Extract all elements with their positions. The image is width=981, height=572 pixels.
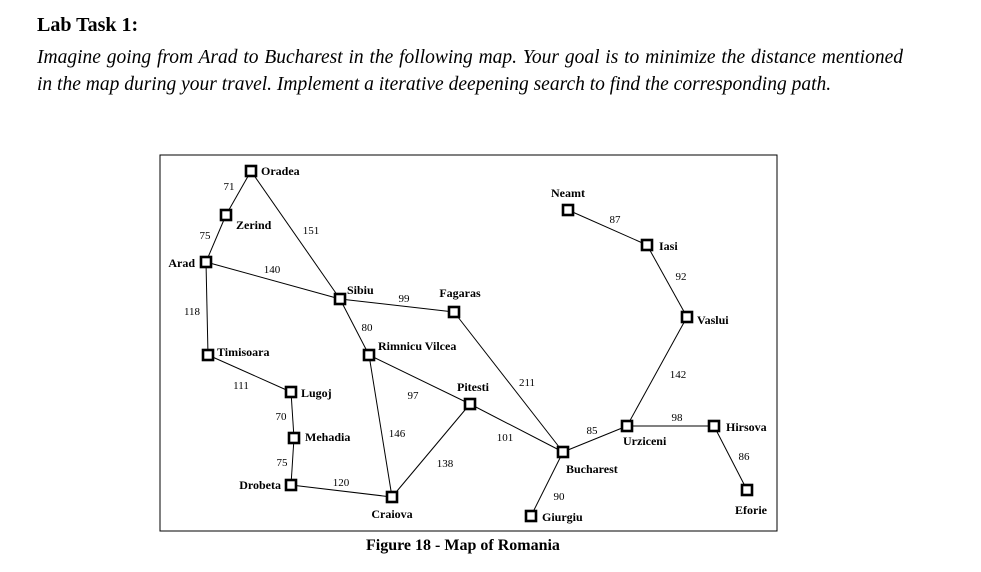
city-label-oradea: Oradea — [261, 164, 300, 178]
road-iasi-neamt — [568, 210, 647, 245]
city-label-giurgiu: Giurgiu — [542, 510, 583, 524]
city-label-hirsova: Hirsova — [726, 420, 767, 434]
road-sibiu-fagaras — [340, 299, 454, 312]
city-label-iasi: Iasi — [659, 239, 678, 253]
road-distance-oradea-sibiu: 151 — [302, 225, 320, 237]
city-node-iasi — [642, 240, 652, 250]
city-label-lugoj: Lugoj — [301, 386, 332, 400]
city-label-sibiu: Sibiu — [347, 283, 374, 297]
road-distance-vaslui-iasi: 92 — [675, 271, 687, 283]
road-arad-timisoara — [206, 262, 208, 355]
city-node-hirsova — [709, 421, 719, 431]
city-label-pitesti: Pitesti — [457, 380, 489, 394]
city-label-craiova: Craiova — [371, 507, 413, 521]
city-node-sibiu — [335, 294, 345, 304]
road-lugoj-mehadia — [291, 392, 294, 438]
city-label-arad: Arad — [168, 256, 195, 270]
road-timisoara-lugoj — [208, 355, 291, 392]
road-pitesti-bucharest — [470, 404, 563, 452]
road-distance-oradea-zerind: 71 — [223, 181, 235, 193]
city-node-rimnicu — [364, 350, 374, 360]
road-craiova-pitesti — [392, 404, 470, 497]
city-label-timisoara: Timisoara — [217, 345, 270, 359]
city-node-timisoara — [203, 350, 213, 360]
road-rimnicu-craiova — [369, 355, 392, 497]
road-distance-lugoj-mehadia: 70 — [275, 411, 287, 423]
road-distance-iasi-neamt: 87 — [609, 214, 621, 226]
road-distance-fagaras-bucharest: 211 — [518, 377, 536, 389]
road-distance-drobeta-craiova: 120 — [332, 477, 350, 489]
city-node-urziceni — [622, 421, 632, 431]
road-distance-rimnicu-pitesti: 97 — [407, 390, 419, 402]
city-node-fagaras — [449, 307, 459, 317]
city-label-drobeta: Drobeta — [239, 478, 281, 492]
city-node-neamt — [563, 205, 573, 215]
city-label-urziceni: Urziceni — [623, 434, 667, 448]
city-label-vaslui: Vaslui — [697, 313, 729, 327]
city-node-craiova — [387, 492, 397, 502]
city-node-drobeta — [286, 480, 296, 490]
city-label-rimnicu: Rimnicu Vilcea — [378, 339, 457, 353]
city-node-giurgiu — [526, 511, 536, 521]
city-label-zerind: Zerind — [236, 218, 272, 232]
road-distance-timisoara-lugoj: 111 — [233, 380, 249, 392]
city-node-pitesti — [465, 399, 475, 409]
city-node-mehadia — [289, 433, 299, 443]
city-node-eforie — [742, 485, 752, 495]
city-label-bucharest: Bucharest — [566, 462, 618, 476]
city-node-bucharest — [558, 447, 568, 457]
road-distance-rimnicu-craiova: 146 — [388, 428, 406, 440]
map-frame — [160, 155, 777, 531]
city-node-zerind — [221, 210, 231, 220]
city-label-mehadia: Mehadia — [305, 430, 351, 444]
road-rimnicu-pitesti — [369, 355, 470, 404]
task-heading: Lab Task 1: — [37, 14, 139, 36]
city-node-vaslui — [682, 312, 692, 322]
road-distance-craiova-pitesti: 138 — [436, 458, 454, 470]
road-distance-zerind-arad: 75 — [199, 230, 211, 242]
road-mehadia-drobeta — [291, 438, 294, 485]
task-description: Imagine going from Arad to Bucharest in the following map. Your goal is to minimize the distance mentioned in the map during your travel. Implement a iterative deepening search to find the corresponding path. — [37, 47, 903, 95]
road-distance-bucharest-giurgiu: 90 — [553, 491, 565, 503]
city-node-arad — [201, 257, 211, 267]
road-oradea-sibiu — [251, 171, 340, 299]
city-label-neamt: Neamt — [551, 186, 585, 200]
city-label-fagaras: Fagaras — [439, 286, 481, 300]
city-label-eforie: Eforie — [735, 503, 767, 517]
figure-caption: Figure 18 - Map of Romania — [366, 537, 560, 554]
road-bucharest-giurgiu — [531, 452, 563, 516]
city-node-lugoj — [286, 387, 296, 397]
road-distance-pitesti-bucharest: 101 — [496, 432, 514, 444]
city-node-oradea — [246, 166, 256, 176]
road-distance-hirsova-eforie: 86 — [738, 451, 750, 463]
road-distance-mehadia-drobeta: 75 — [276, 457, 288, 469]
road-oradea-zerind — [223, 171, 251, 215]
road-distance-urziceni-hirsova: 98 — [671, 412, 683, 424]
road-distance-sibiu-fagaras: 99 — [398, 293, 410, 305]
road-distance-urziceni-vaslui: 142 — [669, 369, 687, 381]
road-distance-sibiu-rimnicu: 80 — [361, 322, 373, 334]
road-distance-bucharest-urziceni: 85 — [586, 425, 598, 437]
road-distance-arad-sibiu: 140 — [263, 264, 281, 276]
road-distance-arad-timisoara: 118 — [183, 306, 201, 318]
